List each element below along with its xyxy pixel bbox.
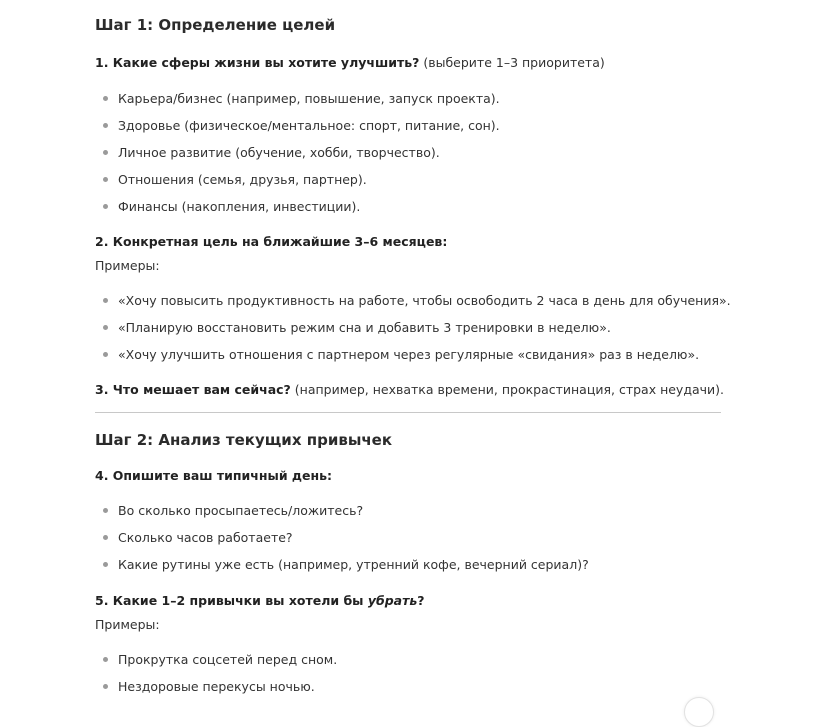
question-4-label: 4. Опишите ваш типичный день: (95, 468, 333, 483)
question-2 (95, 234, 447, 249)
list-item: Сколько часов работаете? (95, 529, 589, 556)
question-2-examples-label: Примеры: (95, 258, 160, 273)
bullet-icon (103, 562, 108, 567)
bullet-icon (103, 325, 108, 330)
bullet-icon (103, 535, 108, 540)
question-4-items (95, 502, 589, 583)
list-item: Нездоровые перекусы ночью. (95, 678, 337, 705)
list-item: Здоровье (физическое/ментальное: спорт, питание, сон). (95, 117, 500, 144)
question-3-note: (например, нехватка времени, прокрастинация, страх неудачи). (290, 382, 724, 397)
list-item: Карьера/бизнес (например, повышение, запуск проекта). (95, 90, 500, 117)
question-2-label: 2. Конкретная цель на ближайшие 3–6 месяцев: (95, 234, 448, 249)
question-5-label: 5. Какие 1–2 привычки вы хотели бы убрать? (95, 593, 425, 608)
step2-heading: Шаг 2: Анализ текущих привычек (95, 431, 393, 449)
bullet-icon (103, 298, 108, 303)
question-5-examples (95, 651, 337, 705)
step1-heading: Шаг 1: Определение целей (95, 16, 336, 34)
question-1 (95, 55, 605, 70)
question-5 (95, 593, 425, 608)
bullet-icon (103, 204, 108, 209)
bullet-icon (103, 177, 108, 182)
question-3-label: 3. Что мешает вам сейчас? (95, 382, 291, 397)
question-1-note: (выберите 1–3 приоритета) (419, 55, 605, 70)
list-item: Прокрутка соцсетей перед сном. (95, 651, 337, 678)
bullet-icon (103, 684, 108, 689)
question-5-examples-label: Примеры: (95, 617, 160, 632)
list-item: «Хочу повысить продуктивность на работе, чтобы освободить 2 часа в день для обучения». (95, 292, 731, 319)
bullet-icon (103, 123, 108, 128)
list-item: Финансы (накопления, инвестиции). (95, 198, 500, 225)
question-1-label: 1. Какие сферы жизни вы хотите улучшить? (95, 55, 420, 70)
question-2-examples (95, 292, 731, 373)
list-item: «Планирую восстановить режим сна и добавить 3 тренировки в неделю». (95, 319, 731, 346)
bullet-icon (103, 508, 108, 513)
list-item: Личное развитие (обучение, хобби, творчество). (95, 144, 500, 171)
section-divider (95, 412, 721, 413)
list-item: Во сколько просыпаетесь/ложитесь? (95, 502, 589, 529)
question-1-options (95, 90, 500, 225)
bullet-icon (103, 657, 108, 662)
question-5-emphasis: убрать (367, 593, 418, 608)
question-3 (95, 382, 724, 397)
bullet-icon (103, 150, 108, 155)
list-item: «Хочу улучшить отношения с партнером через регулярные «свидания» раз в неделю». (95, 346, 731, 373)
question-4 (95, 468, 332, 483)
list-item: Отношения (семья, друзья, партнер). (95, 171, 500, 198)
scroll-to-bottom-button[interactable] (684, 697, 714, 727)
bullet-icon (103, 96, 108, 101)
list-item: Какие рутины уже есть (например, утренний кофе, вечерний сериал)? (95, 556, 589, 583)
bullet-icon (103, 352, 108, 357)
